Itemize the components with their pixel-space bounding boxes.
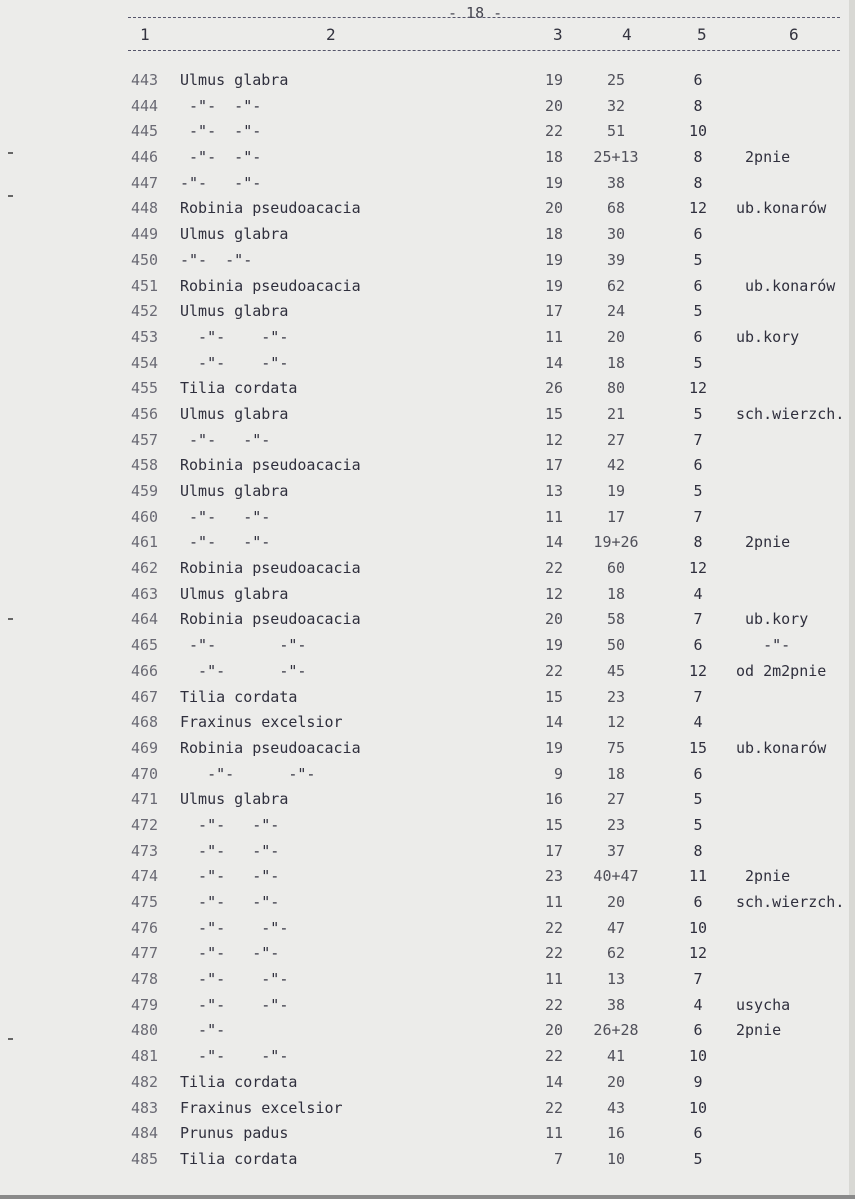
species-name: Fraxinus excelsior	[180, 713, 343, 732]
col-5-value: 4	[693, 713, 703, 732]
table-row	[0, 325, 855, 351]
col-3-value: 15	[544, 687, 563, 706]
col-4-value: 75	[606, 738, 626, 757]
col-4-value: 26+28	[593, 1021, 639, 1040]
col-3-value: 12	[544, 584, 563, 603]
col-3-value: 17	[544, 302, 563, 321]
remarks: 2pnie	[736, 867, 791, 886]
table-row	[0, 505, 855, 531]
table-row	[0, 787, 855, 813]
species-name: Tilia cordata	[180, 687, 298, 706]
species-name: Ulmus glabra	[180, 404, 289, 423]
species-name: -"- -"-	[180, 995, 289, 1014]
row-number: 468	[131, 713, 159, 732]
col-3-value: 22	[544, 661, 563, 680]
col-3-value: 15	[544, 815, 563, 834]
table-row	[0, 685, 855, 711]
col-4-value: 30	[606, 225, 626, 244]
species-name: -"- -"-	[180, 841, 280, 860]
row-number: 478	[131, 970, 159, 989]
species-name: -"- -"-	[180, 533, 271, 552]
col-3-value: 11	[544, 970, 563, 989]
col-4-value: 50	[606, 636, 626, 655]
species-name: -"- -"-	[180, 893, 280, 911]
col-4-value: 17	[606, 507, 626, 526]
remarks: sch.wierzch.	[736, 893, 845, 911]
table-row	[0, 813, 855, 839]
col-5-value: 11	[688, 867, 708, 886]
row-number: 458	[131, 456, 159, 475]
species-name: -"-	[180, 1021, 226, 1040]
row-number: 482	[131, 1072, 159, 1091]
col-3-value: 11	[544, 893, 563, 911]
species-name: -"- -"-	[180, 661, 307, 680]
col-4-value: 68	[606, 199, 626, 218]
col-3-value: 22	[544, 918, 563, 937]
remarks: sch.wierzch.	[736, 404, 845, 423]
table-row	[0, 1018, 855, 1044]
col-4-value: 47	[606, 918, 626, 937]
row-number: 444	[131, 96, 159, 115]
species-name: -"- -"-	[180, 815, 280, 834]
row-number: 483	[131, 1098, 159, 1117]
table-row	[0, 1121, 855, 1147]
col-5-value: 7	[693, 507, 703, 526]
species-name: Prunus padus	[180, 1124, 289, 1143]
table-row	[0, 941, 855, 967]
col-4-value: 80	[606, 379, 626, 398]
species-name: Ulmus glabra	[180, 302, 289, 321]
species-name: -"- -"-	[180, 173, 262, 192]
row-number: 451	[131, 276, 159, 295]
col-5-value: 5	[693, 250, 703, 269]
row-number: 476	[131, 918, 159, 937]
col-5-value: 5	[693, 404, 703, 423]
col-3-value: 18	[544, 225, 563, 244]
species-name: Tilia cordata	[180, 1149, 298, 1168]
col-5-value: 10	[688, 918, 708, 937]
col-5-value: 12	[688, 199, 708, 218]
table-row	[0, 274, 855, 300]
species-name: -"- -"-	[180, 96, 262, 115]
table-row	[0, 530, 855, 556]
species-name: Robinia pseudoacacia	[180, 559, 361, 578]
col-5-value: 15	[688, 738, 708, 757]
col-5-value: 8	[693, 173, 703, 192]
row-number: 484	[131, 1124, 159, 1143]
col-4-value: 21	[606, 404, 626, 423]
col-3-value: 19	[544, 71, 563, 89]
col-3-value: 14	[544, 1072, 563, 1091]
row-number: 473	[131, 841, 159, 860]
col-3-value: 7	[553, 1149, 563, 1168]
col-3-value: 19	[544, 250, 563, 269]
col-4-value: 12	[606, 713, 626, 732]
table-row	[0, 864, 855, 890]
col-5-value: 7	[693, 970, 703, 989]
row-number: 462	[131, 559, 159, 578]
col-5-value: 6	[693, 764, 703, 783]
col-5-value: 5	[693, 302, 703, 321]
table-row	[0, 967, 855, 993]
species-name: -"- -"-	[180, 918, 289, 937]
col-5-value: 6	[693, 71, 703, 89]
row-number: 465	[131, 636, 159, 655]
remarks: ub.konarów	[736, 738, 827, 757]
col-5-value: 6	[693, 276, 703, 295]
col-3-value: 19	[544, 636, 563, 655]
row-number: 477	[131, 944, 159, 963]
margin-mark	[8, 152, 13, 154]
table-row	[0, 890, 855, 916]
row-number: 455	[131, 379, 159, 398]
table-row	[0, 145, 855, 171]
row-number: 447	[131, 173, 159, 192]
col-3-value: 16	[544, 790, 563, 809]
col-3-value: 20	[544, 1021, 563, 1040]
col-4-value: 32	[606, 96, 626, 115]
col-5-value: 6	[693, 636, 703, 655]
col-4-value: 60	[606, 559, 626, 578]
col-5-value: 12	[688, 559, 708, 578]
species-name: Tilia cordata	[180, 1072, 298, 1091]
col-4-value: 41	[606, 1047, 626, 1066]
col-5-value: 5	[693, 353, 703, 372]
col-4-value: 45	[606, 661, 626, 680]
table-row	[0, 1044, 855, 1070]
table-row	[0, 607, 855, 633]
col-4-value: 51	[606, 122, 626, 141]
col-4-value: 37	[606, 841, 626, 860]
species-name: -"- -"-	[180, 250, 253, 269]
col-4-value: 18	[606, 764, 626, 783]
row-number: 463	[131, 584, 159, 603]
row-number: 475	[131, 893, 159, 911]
row-number: 471	[131, 790, 159, 809]
col-5-value: 12	[688, 379, 708, 398]
col-3-value: 20	[544, 96, 563, 115]
table-row	[0, 196, 855, 222]
row-number: 474	[131, 867, 159, 886]
remarks: 2pnie	[736, 148, 791, 167]
col-4-value: 38	[606, 173, 626, 192]
table-row	[0, 736, 855, 762]
remarks: ub.konarów	[736, 199, 827, 218]
col-5-value: 12	[688, 944, 708, 963]
col-4-value: 13	[606, 970, 626, 989]
remarks: ub.kory	[736, 327, 800, 346]
col-5-value: 9	[693, 1072, 703, 1091]
row-number: 470	[131, 764, 159, 783]
species-name: -"- -"-	[180, 122, 262, 141]
col-3-value: 17	[544, 841, 563, 860]
row-number: 479	[131, 995, 159, 1014]
col-3-value: 19	[544, 276, 563, 295]
table-row	[0, 659, 855, 685]
col-5-value: 8	[693, 96, 703, 115]
species-name: -"- -"-	[180, 867, 280, 886]
remarks: -"-	[736, 636, 791, 655]
table-row	[0, 376, 855, 402]
col-3-value: 12	[544, 430, 563, 449]
table-row	[0, 351, 855, 377]
col-3-value: 19	[544, 738, 563, 757]
col-4-value: 24	[606, 302, 626, 321]
col-3-value: 14	[544, 713, 563, 732]
table-row	[0, 633, 855, 659]
col-4-value: 25	[606, 71, 626, 89]
header-col-5: 5	[697, 25, 707, 44]
col-4-value: 25+13	[593, 148, 639, 167]
col-3-value: 26	[544, 379, 563, 398]
margin-mark	[8, 195, 13, 197]
col-3-value: 9	[553, 764, 563, 783]
col-3-value: 14	[544, 533, 563, 552]
col-4-value: 20	[606, 327, 626, 346]
col-3-value: 13	[544, 482, 563, 500]
remarks: ub.kory	[736, 610, 809, 629]
page-bottom-edge	[0, 1195, 855, 1199]
species-name: -"- -"-	[180, 148, 262, 167]
col-3-value: 17	[544, 456, 563, 475]
col-3-value: 22	[544, 944, 563, 963]
table-row	[0, 248, 855, 274]
species-name: Ulmus glabra	[180, 71, 289, 89]
row-number: 459	[131, 482, 159, 500]
species-name: -"- -"-	[180, 327, 289, 346]
col-4-value: 40+47	[593, 867, 639, 886]
col-5-value: 10	[688, 122, 708, 141]
col-5-value: 10	[688, 1047, 708, 1066]
col-4-value: 18	[606, 584, 626, 603]
row-number: 449	[131, 225, 159, 244]
col-3-value: 14	[544, 353, 563, 372]
row-number: 466	[131, 661, 159, 680]
species-name: Robinia pseudoacacia	[180, 276, 361, 295]
col-3-value: 22	[544, 1047, 563, 1066]
species-name: Ulmus glabra	[180, 790, 289, 809]
col-5-value: 12	[688, 661, 708, 680]
table-row	[0, 1147, 855, 1173]
col-4-value: 43	[606, 1098, 626, 1117]
species-name: Robinia pseudoacacia	[180, 456, 361, 475]
row-number: 448	[131, 199, 159, 218]
table-row	[0, 222, 855, 248]
page-number: - 18 -	[448, 4, 503, 22]
col-4-value: 18	[606, 353, 626, 372]
species-name: -"- -"-	[180, 636, 307, 655]
col-5-value: 5	[693, 790, 703, 809]
col-4-value: 58	[606, 610, 626, 629]
table-row	[0, 916, 855, 942]
species-name: -"- -"-	[180, 353, 289, 372]
col-5-value: 6	[693, 225, 703, 244]
table-row	[0, 299, 855, 325]
col-4-value: 16	[606, 1124, 626, 1143]
row-number: 481	[131, 1047, 159, 1066]
table-row	[0, 1096, 855, 1122]
row-number: 452	[131, 302, 159, 321]
table-row	[0, 479, 855, 505]
header-col-4: 4	[622, 25, 632, 44]
col-5-value: 4	[693, 995, 703, 1014]
row-number: 456	[131, 404, 159, 423]
col-3-value: 23	[544, 867, 563, 886]
col-4-value: 10	[606, 1149, 626, 1168]
row-number: 445	[131, 122, 159, 141]
table-row	[0, 68, 855, 94]
header-col-3: 3	[553, 25, 563, 44]
col-3-value: 11	[544, 1124, 563, 1143]
row-number: 464	[131, 610, 159, 629]
col-5-value: 7	[693, 610, 703, 629]
species-name: Robinia pseudoacacia	[180, 738, 361, 757]
species-name: -"- -"-	[180, 944, 280, 963]
row-number: 443	[131, 71, 159, 89]
row-number: 461	[131, 533, 159, 552]
table-row	[0, 762, 855, 788]
species-name: -"- -"-	[180, 764, 316, 783]
row-number: 467	[131, 687, 159, 706]
col-3-value: 22	[544, 995, 563, 1014]
table-row	[0, 453, 855, 479]
species-name: -"- -"-	[180, 507, 271, 526]
species-name: -"- -"-	[180, 430, 271, 449]
col-5-value: 6	[693, 1124, 703, 1143]
remarks: od 2m2pnie	[736, 661, 827, 680]
col-3-value: 11	[544, 507, 563, 526]
row-number: 472	[131, 815, 159, 834]
remarks: usycha	[736, 995, 791, 1014]
table-row	[0, 710, 855, 736]
species-name: Fraxinus excelsior	[180, 1098, 343, 1117]
col-5-value: 7	[693, 687, 703, 706]
table-row	[0, 556, 855, 582]
header-col-6: 6	[789, 25, 799, 44]
tree-table	[0, 68, 855, 1173]
table-row	[0, 171, 855, 197]
col-4-value: 20	[606, 1072, 626, 1091]
col-3-value: 22	[544, 122, 563, 141]
table-row	[0, 428, 855, 454]
col-3-value: 20	[544, 199, 563, 218]
table-row	[0, 402, 855, 428]
margin-mark	[8, 618, 13, 620]
col-4-value: 39	[606, 250, 626, 269]
row-number: 485	[131, 1149, 159, 1168]
col-4-value: 27	[606, 430, 626, 449]
species-name: Robinia pseudoacacia	[180, 610, 361, 629]
col-5-value: 6	[693, 456, 703, 475]
col-3-value: 19	[544, 173, 563, 192]
species-name: Tilia cordata	[180, 379, 298, 398]
col-5-value: 5	[693, 815, 703, 834]
col-3-value: 18	[544, 148, 563, 167]
species-name: Ulmus glabra	[180, 584, 289, 603]
col-5-value: 8	[693, 841, 703, 860]
col-4-value: 62	[606, 276, 626, 295]
col-5-value: 5	[693, 1149, 703, 1168]
col-5-value: 6	[693, 1021, 703, 1040]
col-5-value: 4	[693, 584, 703, 603]
margin-mark	[8, 1038, 13, 1040]
table-row	[0, 94, 855, 120]
table-row	[0, 839, 855, 865]
row-number: 453	[131, 327, 159, 346]
col-4-value: 23	[606, 687, 626, 706]
species-name: Ulmus glabra	[180, 225, 289, 244]
header-col-2: 2	[326, 25, 336, 44]
species-name: -"- -"-	[180, 1047, 289, 1066]
col-4-value: 20	[606, 893, 626, 911]
col-4-value: 42	[606, 456, 626, 475]
header-bottom-rule	[128, 50, 840, 51]
col-3-value: 11	[544, 327, 563, 346]
species-name: -"- -"-	[180, 970, 289, 989]
remarks: 2pnie	[736, 533, 791, 552]
remarks: 2pnie	[736, 1021, 782, 1040]
col-5-value: 7	[693, 430, 703, 449]
remarks: ub.konarów	[736, 276, 836, 295]
table-row	[0, 582, 855, 608]
page-edge	[849, 0, 855, 1199]
col-4-value: 38	[606, 995, 626, 1014]
row-number: 446	[131, 148, 159, 167]
col-5-value: 6	[693, 893, 703, 911]
table-row	[0, 1070, 855, 1096]
row-number: 450	[131, 250, 159, 269]
col-3-value: 20	[544, 610, 563, 629]
col-5-value: 8	[693, 533, 703, 552]
col-3-value: 22	[544, 1098, 563, 1117]
col-4-value: 19	[606, 482, 626, 500]
col-4-value: 27	[606, 790, 626, 809]
col-4-value: 62	[606, 944, 626, 963]
table-row	[0, 119, 855, 145]
col-3-value: 22	[544, 559, 563, 578]
col-5-value: 8	[693, 148, 703, 167]
header-col-1: 1	[140, 25, 150, 44]
table-row	[0, 993, 855, 1019]
row-number: 457	[131, 430, 159, 449]
species-name: Ulmus glabra	[180, 482, 289, 500]
col-5-value: 6	[693, 327, 703, 346]
col-3-value: 15	[544, 404, 563, 423]
species-name: Robinia pseudoacacia	[180, 199, 361, 218]
row-number: 454	[131, 353, 159, 372]
row-number: 460	[131, 507, 159, 526]
col-4-value: 23	[606, 815, 626, 834]
col-5-value: 10	[688, 1098, 708, 1117]
header-top-rule	[128, 17, 840, 18]
col-5-value: 5	[693, 482, 703, 500]
row-number: 469	[131, 738, 159, 757]
col-4-value: 19+26	[593, 533, 639, 552]
row-number: 480	[131, 1021, 159, 1040]
